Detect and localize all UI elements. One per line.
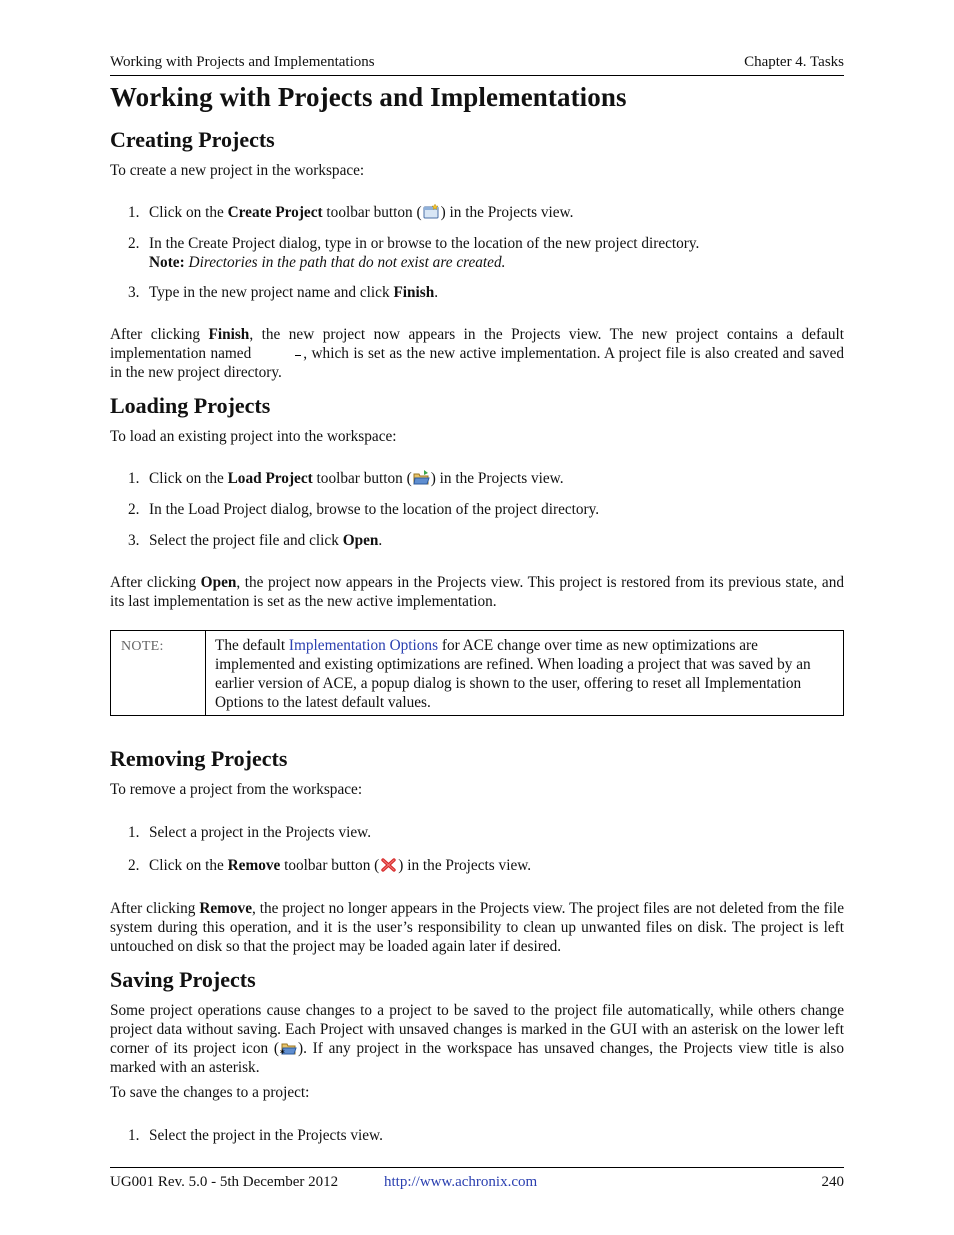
heading-removing-projects: Removing Projects xyxy=(110,746,288,771)
note-text: The default Implementation Options for ACE change over time as new optimizations are implemented and existing optimizations are refined. When loading a project that was saved by an earlier version of ACE, a popup dialog is shown to the user, offering to reset all Implementation Options to the latest default values. xyxy=(215,637,811,711)
creating-step-2: 2. In the Create Project dialog, type in or browse to the location of the new project directory. Note: Directories in the path that do not exist are created. xyxy=(128,234,844,272)
page-title: Working with Projects and Implementations xyxy=(110,82,627,112)
footer-revision: UG001 Rev. 5.0 - 5th December 2012 xyxy=(110,1174,339,1190)
removing-intro: To remove a project from the workspace: xyxy=(110,781,363,798)
implementation-options-link[interactable]: Implementation Options xyxy=(288,637,439,654)
saving-paragraph: Some project operations cause changes to a project to be saved to the project file automatically, while others change project data without saving. Each Project with unsaved changes is marked in the GUI with an asterisk on the lower left corner of its project icon ( * ). If any project in the workspace has unsaved changes, the Projects view title is also marked with an asterisk. xyxy=(110,1002,844,1076)
removing-after-paragraph: After clicking Remove, the project no longer appears in the Projects view. The project files are not deleted from the file system during this operation, and it is the user’s responsibility to clean up unwanted files on disk. The project is left untouched on disk so that the project may be loaded again later if desired. xyxy=(110,900,844,955)
note-box xyxy=(110,630,844,716)
heading-loading-projects: Loading Projects xyxy=(110,393,271,418)
running-header xyxy=(110,54,844,76)
running-footer xyxy=(110,1167,844,1191)
remove-icon xyxy=(380,857,397,873)
loading-intro: To load an existing project into the workspace: xyxy=(110,428,397,445)
creating-step-1: 1. Click on the Create Project toolbar button ( ) in the Projects view. xyxy=(128,204,574,221)
creating-after-paragraph: After clicking Finish, the new project now appears in the Projects view. The new project contains a default implementation named , which is set as the new active implementation. A project file is also created and saved in the new project directory. xyxy=(110,326,845,381)
svg-text:*: * xyxy=(279,1049,285,1056)
unsaved-project-icon xyxy=(280,1040,297,1056)
loading-step-3: 3. Select the project file and click Open. xyxy=(128,532,383,549)
heading-saving-projects: Saving Projects xyxy=(110,967,256,992)
creating-step-3: 3. Type in the new project name and click Finish. xyxy=(128,284,439,301)
creating-intro: To create a new project in the workspace: xyxy=(110,162,365,179)
header-section-title: Working with Projects and Implementations xyxy=(110,54,375,70)
removing-step-2: 2. Click on the Remove toolbar button ( ) in the Projects view. xyxy=(128,857,532,874)
loading-step-2: 2. In the Load Project dialog, browse to the location of the project directory. xyxy=(128,501,600,518)
footer-url-link[interactable]: http://www.achronix.com xyxy=(384,1174,538,1190)
header-chapter: Chapter 4. Tasks xyxy=(744,54,844,70)
load-project-icon xyxy=(413,470,430,486)
loading-step-1: 1. Click on the Load Project toolbar button ( ) in the Projects view. xyxy=(128,470,564,487)
create-project-icon xyxy=(423,204,440,220)
removing-step-1: 1. Select a project in the Projects view. xyxy=(128,824,372,841)
note-label: NOTE: xyxy=(111,631,206,715)
page-number: 240 xyxy=(821,1174,844,1190)
heading-creating-projects: Creating Projects xyxy=(110,127,275,152)
saving-intro: To save the changes to a project: xyxy=(110,1084,310,1101)
loading-after-paragraph: After clicking Open, the project now appears in the Projects view. This project is restored from its previous state, and its last implementation is set as the new active implementation. xyxy=(110,574,844,610)
creating-step-2-note: Note: Directories in the path that do not exist are created. xyxy=(149,254,506,271)
saving-step-1: 1. Select the project in the Projects view. xyxy=(128,1127,383,1144)
